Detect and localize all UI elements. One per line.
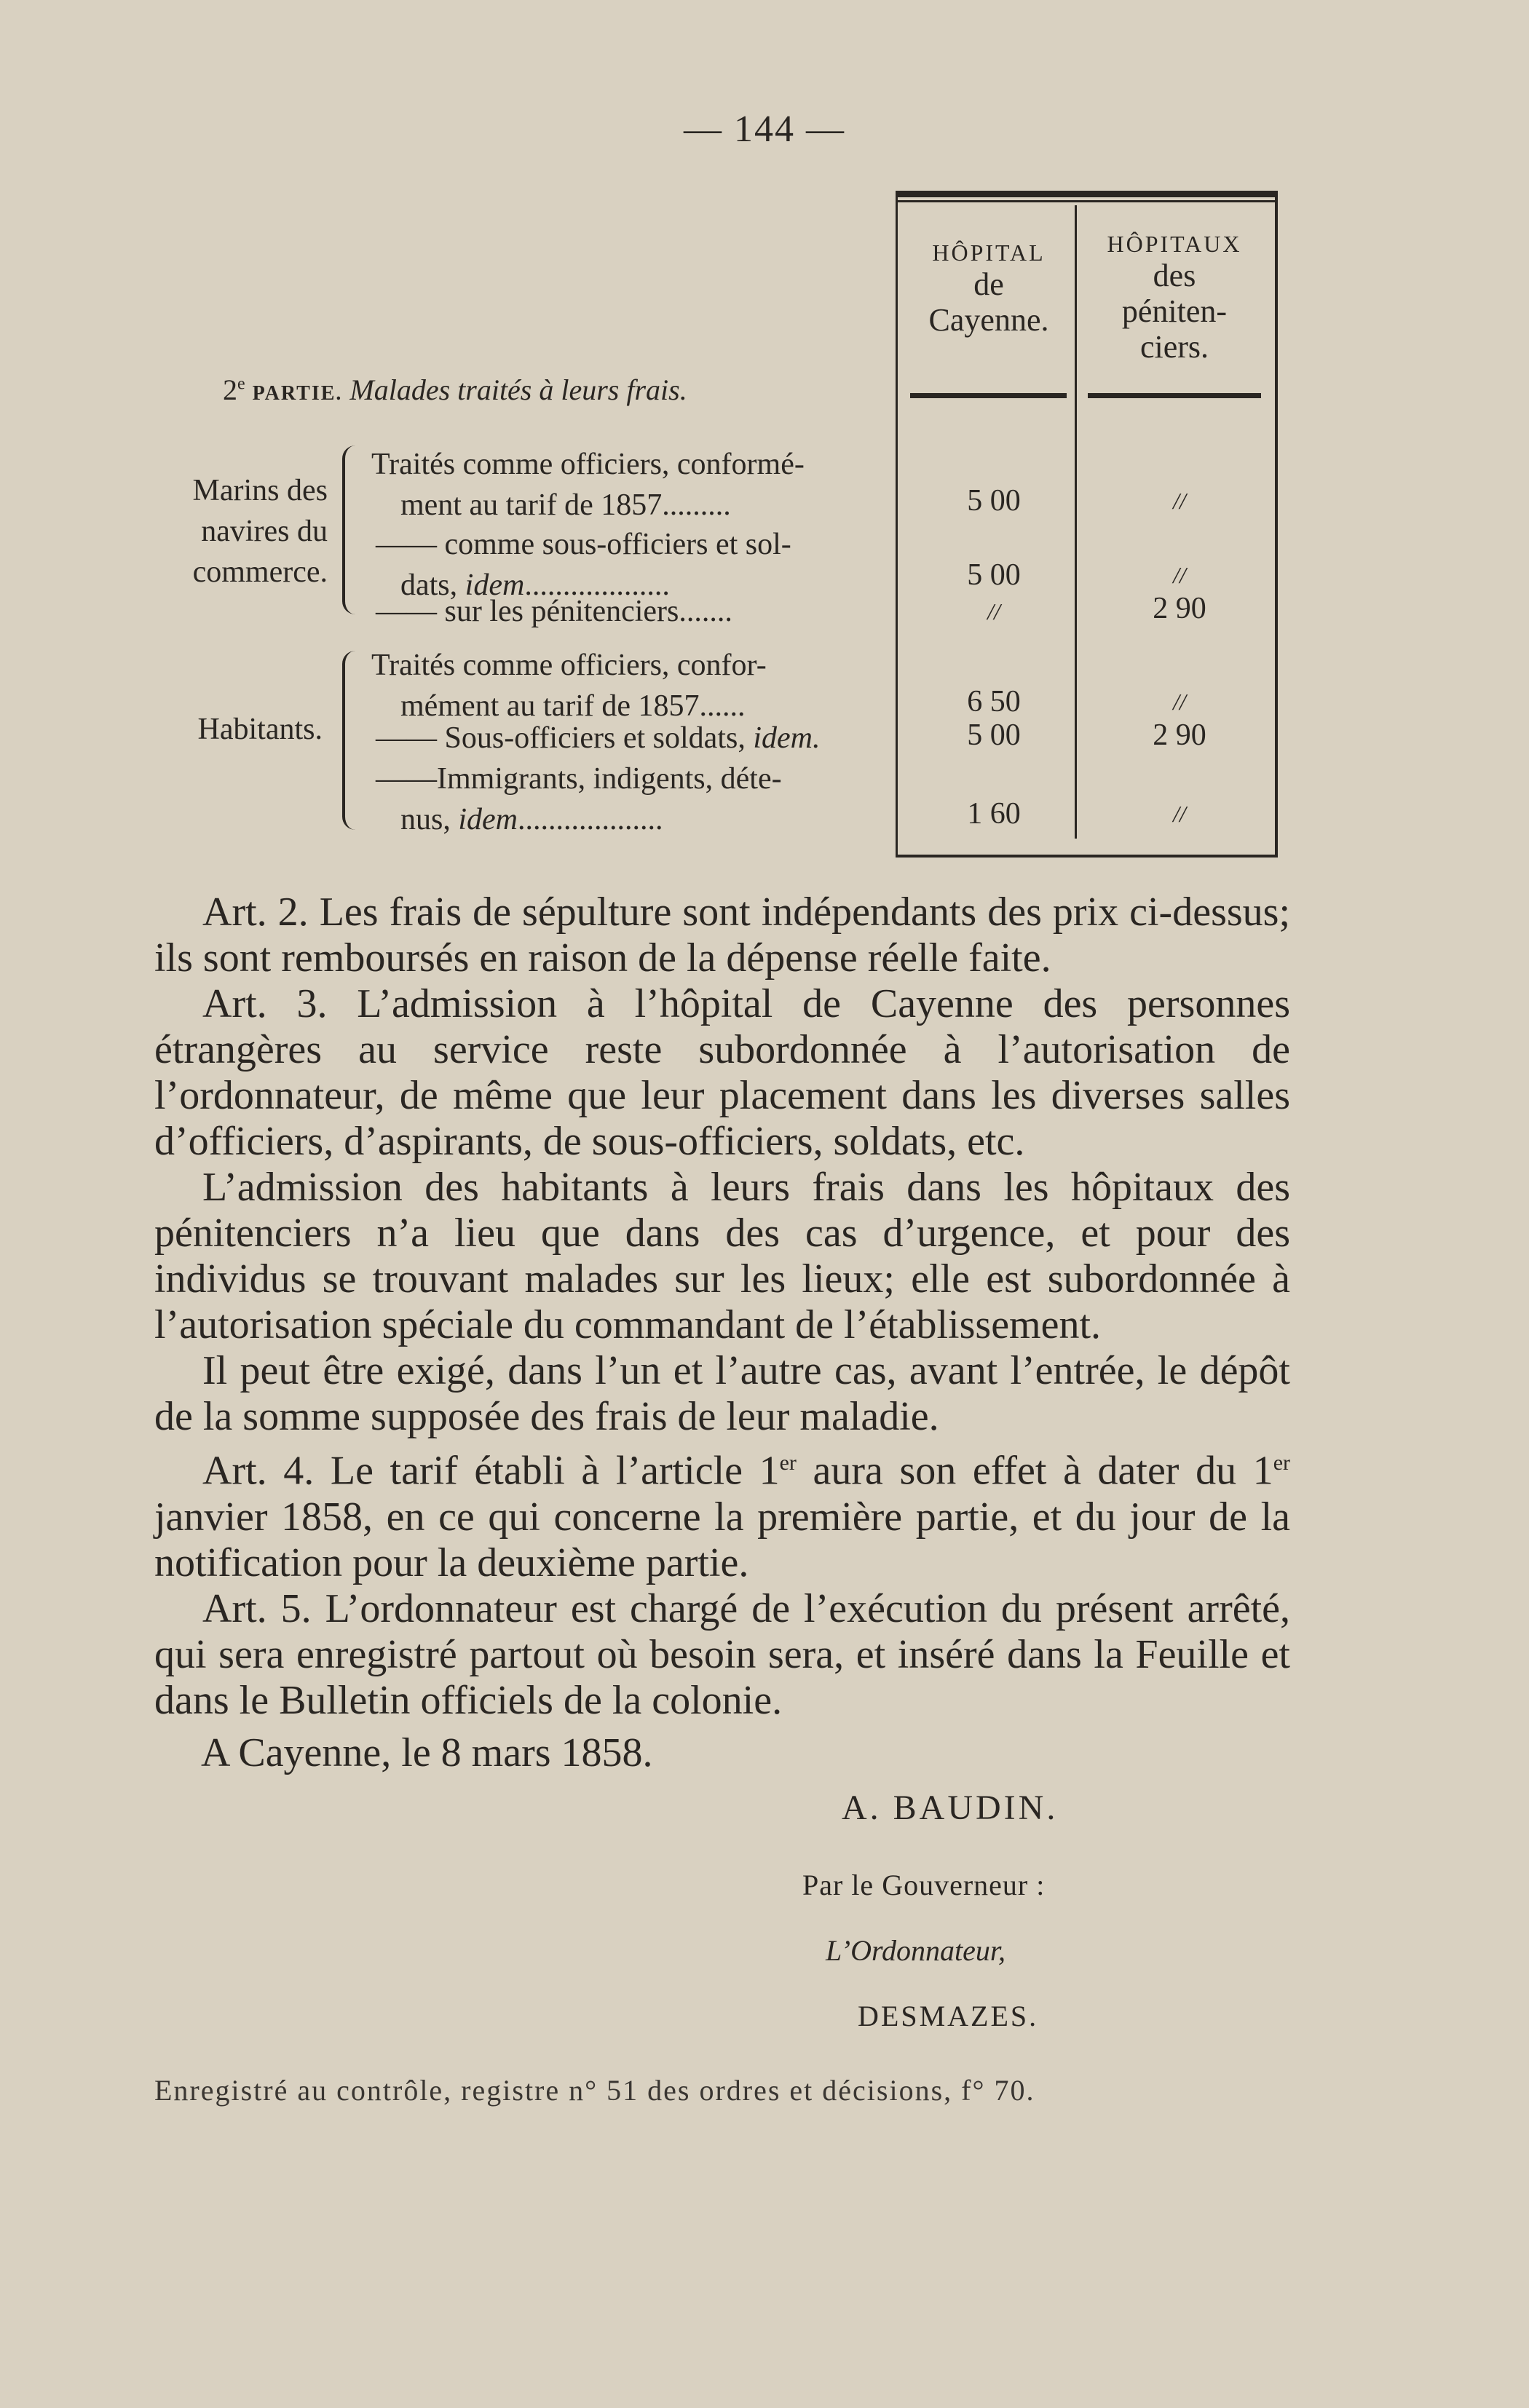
row-line: ment au tarif de 1857.........	[400, 488, 731, 522]
row-fragment: dats,	[400, 569, 465, 602]
column-header-hopital-cayenne	[906, 240, 1072, 338]
group-label-marins	[159, 470, 328, 593]
signature-name: A. BAUDIN.	[842, 1789, 1059, 1827]
superscript: er	[1273, 1451, 1290, 1475]
group-label-line: commerce.	[192, 555, 328, 589]
table-cell: //	[1173, 801, 1186, 827]
signature-name-2: DESMAZES.	[858, 2000, 1039, 2032]
table-cell: 2 90	[1153, 592, 1206, 625]
partie-sup: e	[237, 374, 245, 394]
row-fragment: ...................	[518, 803, 663, 836]
table-row-text	[371, 645, 890, 726]
table-cell: 5 00	[967, 718, 1021, 752]
table-cell: 2 90	[1153, 718, 1206, 752]
paragraph-art4	[154, 1440, 1290, 1586]
row-line: mément au tarif de 1857......	[400, 689, 746, 723]
paragraph-admission: L’admission des habitants à leurs frais dans les hôpitaux des pénitenciers n’a lieu que dans des cas d’urgence, et pour des individus se trouvant malades sur les lieux; elle est subordonnée à l’autorisation spéciale du commandant de l’établissement.	[154, 1165, 1290, 1347]
header-line: ciers.	[1139, 329, 1209, 365]
table-cell: 5 00	[967, 558, 1021, 592]
row-fragment: idem.	[753, 721, 821, 755]
row-line: ——Immigrants, indigents, déte-	[376, 762, 782, 796]
table-cell: //	[1173, 562, 1186, 588]
table-cell: 6 50	[967, 685, 1021, 718]
table-row-text	[371, 591, 890, 632]
row-fragment: idem	[458, 803, 518, 836]
text-fragment: aura son effet à dater du 1	[796, 1448, 1273, 1494]
table-row-text	[371, 759, 890, 840]
header-line: HÔPITAUX	[1107, 231, 1242, 257]
partie-number: 2	[223, 373, 237, 406]
paragraph-art3: Art. 3. L’admission à l’hôpital de Cayenne des personnes étrangères au service reste subordonnée à l’autorisation de l’ordonnateur, de même que leur placement dans les diverses salles d’officiers, d’aspirants, de sous-officiers, soldats, etc.	[154, 981, 1290, 1164]
row-fragment: idem	[465, 569, 525, 602]
table-top-rule-thin	[897, 200, 1276, 202]
text-fragment: Art. 4. Le tarif établi à l’article 1	[202, 1448, 780, 1494]
paragraph-art2: Art. 2. Les frais de sépulture sont indépendants des prix ci-dessus; ils sont remboursés en raison de la dépense réelle faite.	[154, 890, 1290, 981]
table-cell: //	[1173, 689, 1186, 715]
brace	[342, 651, 357, 830]
signature-role: L’Ordonnateur,	[826, 1934, 1006, 1967]
section-heading	[223, 373, 687, 407]
row-line: Traités comme officiers, conformé-	[371, 448, 805, 481]
table-row-text	[371, 718, 890, 759]
superscript: er	[779, 1451, 797, 1475]
header-line: des	[1153, 257, 1196, 293]
header-line: de	[973, 266, 1004, 302]
row-line: —— comme sous-officiers et sol-	[376, 528, 791, 561]
table-cell: 1 60	[967, 797, 1021, 831]
header-rule-penitenciers	[1088, 393, 1261, 398]
header-line: Cayenne.	[928, 302, 1049, 338]
partie-label: PARTIE.	[252, 382, 343, 405]
column-header-hopitaux-penitenciers	[1079, 231, 1270, 365]
group-label-habitants: Habitants.	[197, 713, 323, 746]
header-line: péniten-	[1121, 293, 1228, 330]
date-line: A Cayenne, le 8 mars 1858.	[201, 1730, 653, 1775]
table-cell: 5 00	[967, 484, 1021, 518]
paragraph-art5: Art. 5. L’ordonnateur est chargé de l’exécution du présent arrêté, qui sera enregistré partout où besoin sera, et inséré dans la Feuille et dans le Bulletin officiels de la colonie.	[154, 1585, 1290, 1723]
partie-title: Malades traités à leurs frais.	[349, 373, 687, 406]
row-line: Traités comme officiers, confor-	[371, 649, 767, 682]
brace	[342, 445, 357, 614]
header-rule-hopital	[910, 393, 1067, 398]
column-divider	[1075, 205, 1077, 839]
row-fragment: ...................	[524, 569, 670, 602]
group-label-line: navires du	[201, 515, 328, 548]
row-fragment: —— Sous-officiers et soldats,	[376, 721, 754, 755]
table-row-text	[371, 444, 890, 526]
body-text	[154, 890, 1290, 1724]
table-cell: //	[987, 598, 1000, 625]
row-fragment: nus,	[400, 803, 459, 836]
table-top-rule	[897, 191, 1276, 197]
registration-note: Enregistré au contrôle, registre n° 51 des ordres et décisions, f° 70.	[154, 2074, 1035, 2107]
table-cell: //	[1173, 488, 1186, 514]
page-number: — 144 —	[684, 108, 845, 150]
group-label-line: Marins des	[192, 474, 328, 507]
text-fragment: janvier 1858, en ce qui concerne la première partie, et du jour de la notification pour la deuxième partie.	[154, 1494, 1290, 1585]
row-line: —— sur les pénitenciers.......	[376, 595, 732, 628]
signature-by: Par le Gouverneur :	[802, 1869, 1046, 1901]
header-line: HÔPITAL	[932, 239, 1046, 266]
paragraph-depot: Il peut être exigé, dans l’un et l’autre cas, avant l’entrée, le dépôt de la somme supposée des frais de leur maladie.	[154, 1348, 1290, 1439]
